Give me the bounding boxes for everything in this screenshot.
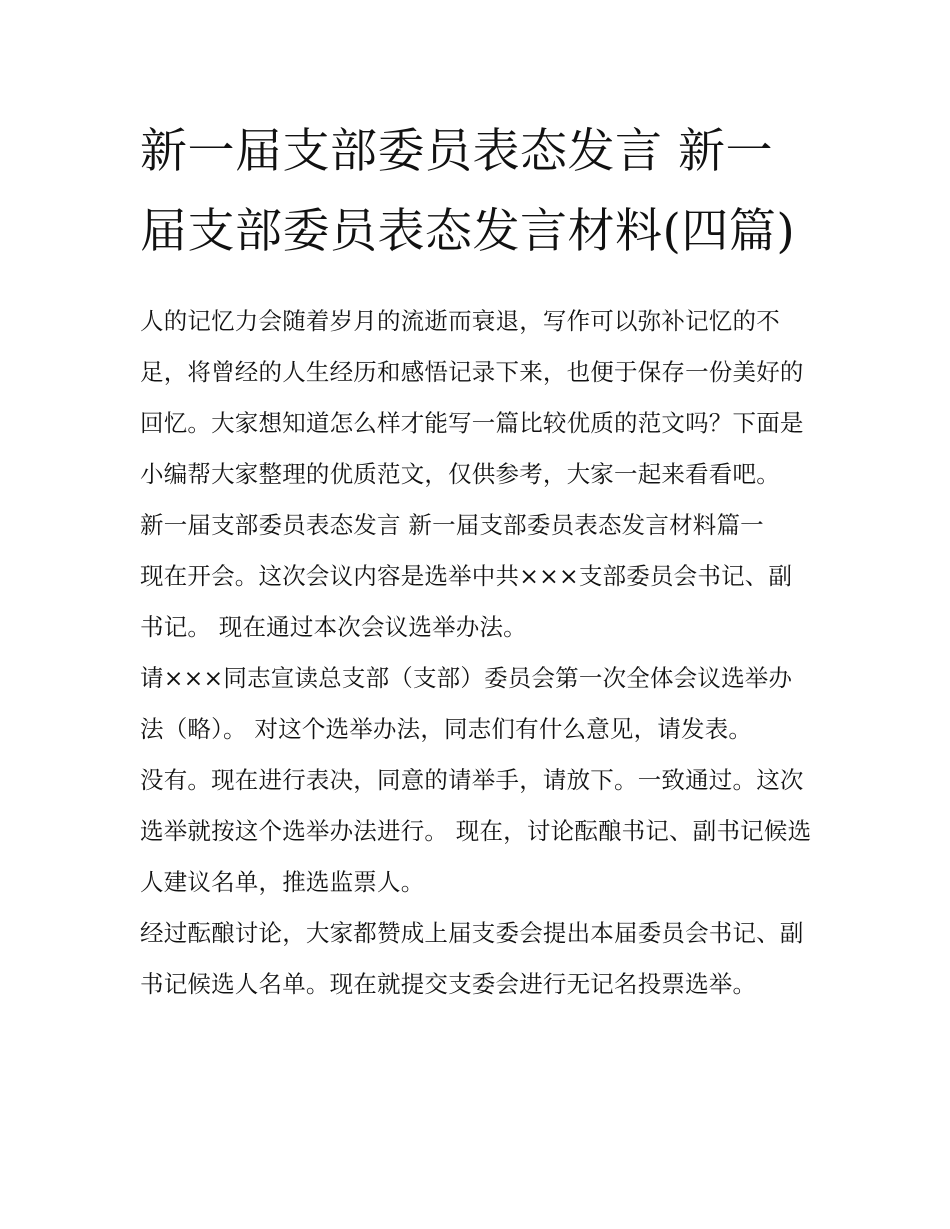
document-page: [140, 112, 812, 1010]
body-paragraph: 请×××同志宣读总支部（支部）委员会第一次全体会议选举办法（略）。 对这个选举办法，同志们有什么意见，请发表。: [140, 664, 793, 743]
document-body: [140, 296, 812, 1010]
body-paragraph: 没有。现在进行表决，同意的请举手，请放下。一致通过。这次选举就按这个选举办法进行。 现在，讨论酝酿书记、副书记候选人建议名单，推选监票人。: [140, 766, 812, 896]
intro-paragraph: 人的记忆力会随着岁月的流逝而衰退，写作可以弥补记忆的不足，将曾经的人生经历和感悟记录下来，也便于保存一份美好的回忆。大家想知道怎么样才能写一篇比较优质的范文吗？下面是小编帮大家整理的优质范文，仅供参考，大家一起来看看吧。: [140, 307, 804, 488]
document-title: 新一届支部委员表态发言 新一届支部委员表态发言材料(四篇): [140, 124, 796, 259]
section-heading: 新一届支部委员表态发言 新一届支部委员表态发言材料篇一: [140, 511, 764, 539]
body-paragraph: 现在开会。这次会议内容是选举中共×××支部委员会书记、副书记。 现在通过本次会议选举办法。: [140, 562, 793, 641]
body-paragraph: 经过酝酿讨论，大家都赞成上届支委会提出本届委员会书记、副书记候选人名单。现在就提交支委会进行无记名投票选举。: [140, 919, 804, 998]
